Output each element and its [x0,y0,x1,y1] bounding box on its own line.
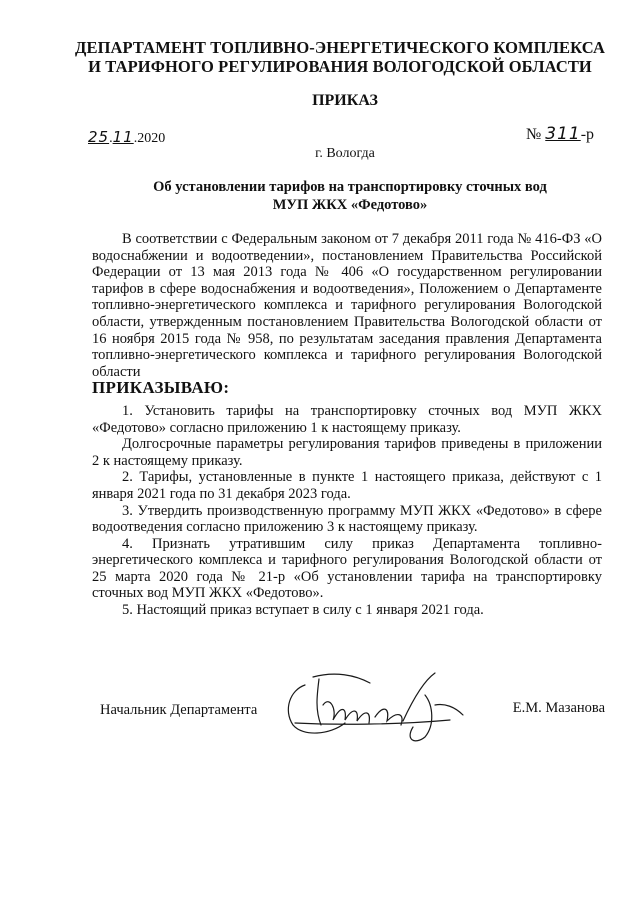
number-prefix: № [526,126,542,143]
signatory-title: Начальник Департамента [100,702,258,718]
subject-line-1: Об установлении тарифов на транспортировку сточных вод [153,179,547,195]
order-subject [100,178,600,214]
decree-word: ПРИКАЗЫВАЮ: [92,378,230,398]
order-items [92,403,602,619]
order-item: 1. Установить тарифы на транспортировку сточных вод МУП ЖКХ «Федотово» согласно приложению 1 к настоящему приказу. [92,402,602,436]
order-date [88,128,165,147]
date-year: .2020 [133,131,166,146]
order-item: 4. Признать утратившим силу приказ Департамента топливно-энергетического комплекса и тарифного регулирования Вологодской области от 25 марта 2020 года № 21-р «Об установлении тарифа на транспортировку сточных вод МУП ЖКХ «Федотово». [92,535,602,602]
subject-line-2: МУП ЖКХ «Федотово» [272,197,428,213]
city: г. Вологда [315,146,375,161]
order-item: 3. Утвердить производственную программу МУП ЖКХ «Федотово» в сфере водоотведения согласно приложению 3 к настоящему приказу. [92,502,602,536]
order-body [92,231,602,619]
date-dot: . [109,131,113,146]
date-day: 25 [88,128,110,146]
number-value: 311 [545,124,581,144]
handwritten-signature [275,665,475,745]
department-line-2: И ТАРИФНОГО РЕГУЛИРОВАНИЯ ВОЛОГОДСКОЙ ОБЛАСТИ [88,57,592,76]
number-suffix: -р [580,126,595,143]
preamble-paragraph: В соответствии с Федеральным законом от 7 декабря 2011 года № 416-ФЗ «О водоснабжении и водоотведении», постановлением Правительства Российской Федерации от 13 мая 2013 года № 406 «О государственном регулировании тарифов в сфере водоснабжения и водоотведения», Положением о Департаменте топливно-энергетического комплекса и тарифного регулирования Вологодской области, утвержденным постановлением Правительства Вологодской области от 16 ноября 2015 года № 958, по результатам заседания правления Департамента топливно-энергетического комплекса и тарифного регулирования Вологодской области [92,231,602,380]
date-month: 11 [112,128,134,146]
doc-type-title: ПРИКАЗ [312,92,378,109]
order-item: Долгосрочные параметры регулирования тарифов приведены в приложении 2 к настоящему приказу. [92,436,602,469]
order-number [526,124,594,144]
department-line-1: ДЕПАРТАМЕНТ ТОПЛИВНО-ЭНЕРГЕТИЧЕСКОГО КОМПЛЕКСА [75,38,605,57]
order-item: 5. Настоящий приказ вступает в силу с 1 января 2021 года. [122,602,484,619]
signatory-name: Е.М. Мазанова [512,700,605,716]
order-item: 2. Тарифы, установленные в пункте 1 настоящего приказа, действуют с 1 января 2021 года по 31 декабря 2023 года. [92,469,602,502]
department-header [70,38,610,76]
